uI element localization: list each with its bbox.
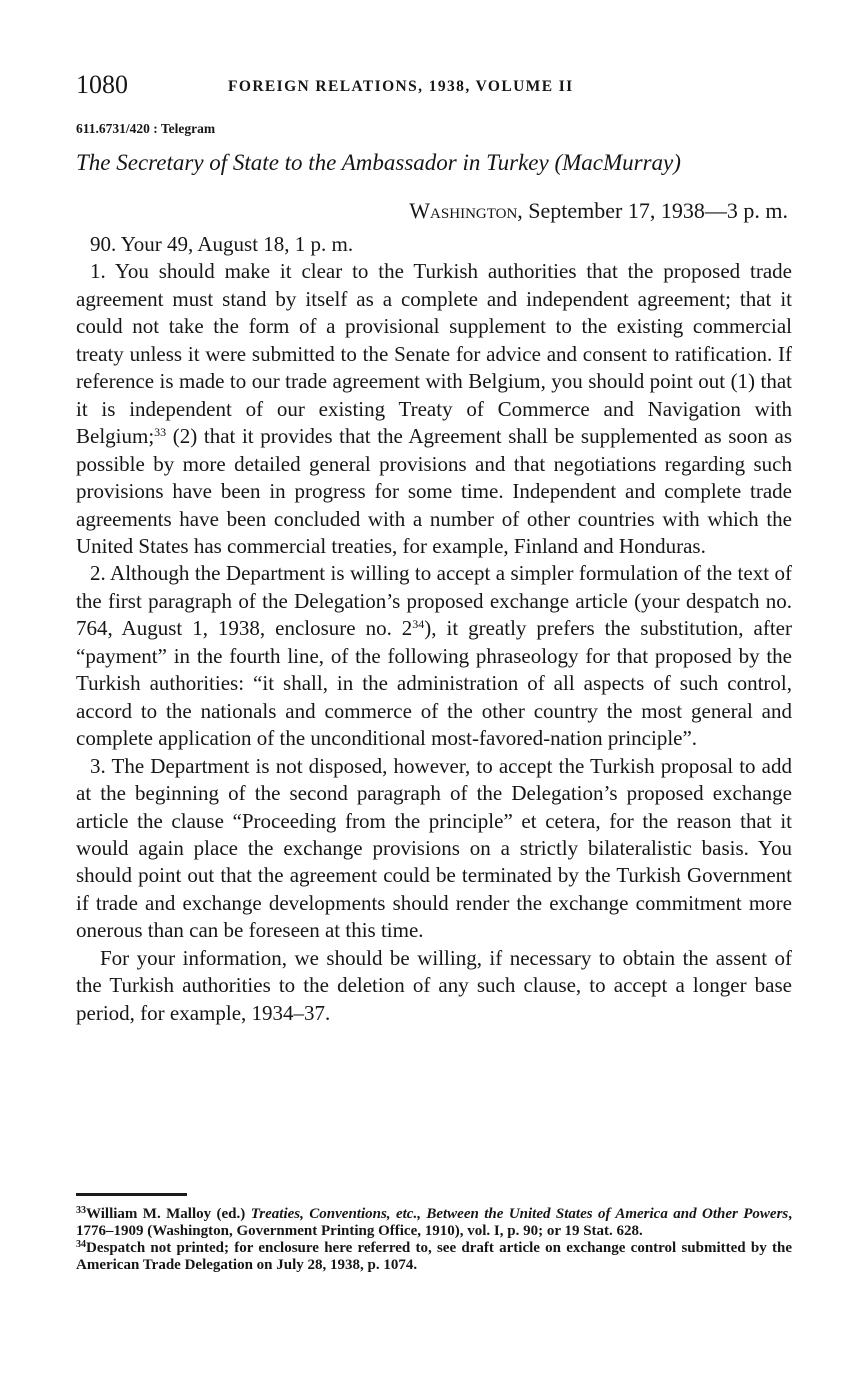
running-head	[76, 70, 792, 104]
paragraph-2	[76, 560, 792, 752]
paragraph-2-text-b: ), it greatly prefers the substitution, after “payment” in the fourth line, of the following phraseology for that proposed by the Turkish authorities: “it shall, in the administration of all aspects of such control, accord to the nationals and commerce of the other country the most general and complete application of the unconditional most-favored-nation principle”.	[76, 616, 792, 751]
footnote-33-title: Treaties, Conventions, etc., Between the United States of America and Other Powers	[250, 1206, 789, 1222]
dateline	[409, 198, 788, 224]
dateline-date: September 17, 1938—3 p. m.	[528, 198, 788, 223]
footnote-33-text-c: , 1776–1909 (Washington, Government Printing Office, 1910), vol. I, p. 90; or 19 Stat. 628.	[76, 1206, 792, 1239]
file-number: 611.6731/420 : Telegram	[76, 121, 216, 136]
paragraph-1	[76, 258, 792, 560]
page-number: 1080	[76, 70, 128, 99]
paragraph-3: 3. The Department is not disposed, however, to accept the Turkish proposal to add at the beginning of the second paragraph of the Delegation’s proposed exchange article the clause “Proceeding from the principle” et cetera, for the reason that it would again place the exchange provisions on a strictly bilateralistic basis. You should point out that the agreement could be terminated by the Turkish Government if trade and exchange developments should render the exchange commitment more onerous than can be foreseen at this time.	[76, 753, 792, 943]
footnote-divider	[76, 1193, 187, 1196]
paragraph-2-text-a: 2. Although the Department is willing to accept a simpler formulation of the text of the first paragraph of the Delegation’s proposed exchange article (your despatch no. 764, August 1, 1938, enclosure no. 2	[76, 561, 792, 641]
telegram-body	[76, 231, 792, 1027]
footnote-ref-34: 34	[412, 617, 425, 632]
footnote-33	[76, 1206, 792, 1240]
footnote-33-text-a: William M. Malloy (ed.)	[86, 1206, 251, 1222]
footnote-34	[76, 1240, 792, 1274]
running-title: FOREIGN RELATIONS, 1938, VOLUME II	[228, 78, 574, 95]
footnote-34-mark: 34	[76, 1239, 86, 1250]
footnote-33-mark: 33	[76, 1205, 86, 1216]
paragraph-1-text-b: (2) that it provides that the Agreement shall be supplemented as soon as possible by more detailed general provisions and that negotiations regarding such provisions have been in progress for some time. Independent and complete trade agreements have been concluded with a number of other countries with which the United States has commercial treaties, for example, Finland and Honduras.	[76, 424, 792, 558]
footnote-34-text: Despatch not printed; for enclosure here referred to, see draft article on exchange control submitted by the American Trade Delegation on July 28, 1938, p. 1074.	[76, 1240, 792, 1273]
footnote-ref-33: 33	[154, 425, 167, 440]
paragraph-1-text-a: 1. You should make it clear to the Turkish authorities that the proposed trade agreement must stand by itself as a complete and independent agreement; that it could not take the form of a provisional supplement to the existing commercial treaty unless it were submitted to the Senate for advice and consent to ratification. If reference is made to our trade agreement with Belgium, you should point out (1) that it is independent of our existing Treaty of Commerce and Navigation with Belgium;	[76, 259, 792, 449]
dateline-place: Washington,	[409, 198, 523, 223]
footnotes	[76, 1206, 792, 1274]
paragraph-4: For your information, we should be willing, if necessary to obtain the assent of the Turkish authorities to the deletion of any such clause, to accept a longer base period, for example, 1934–37.	[76, 945, 792, 1025]
document-title: The Secretary of State to the Ambassador in Turkey (MacMurray)	[76, 150, 681, 175]
opening-line: 90. Your 49, August 18, 1 p. m.	[90, 232, 354, 256]
